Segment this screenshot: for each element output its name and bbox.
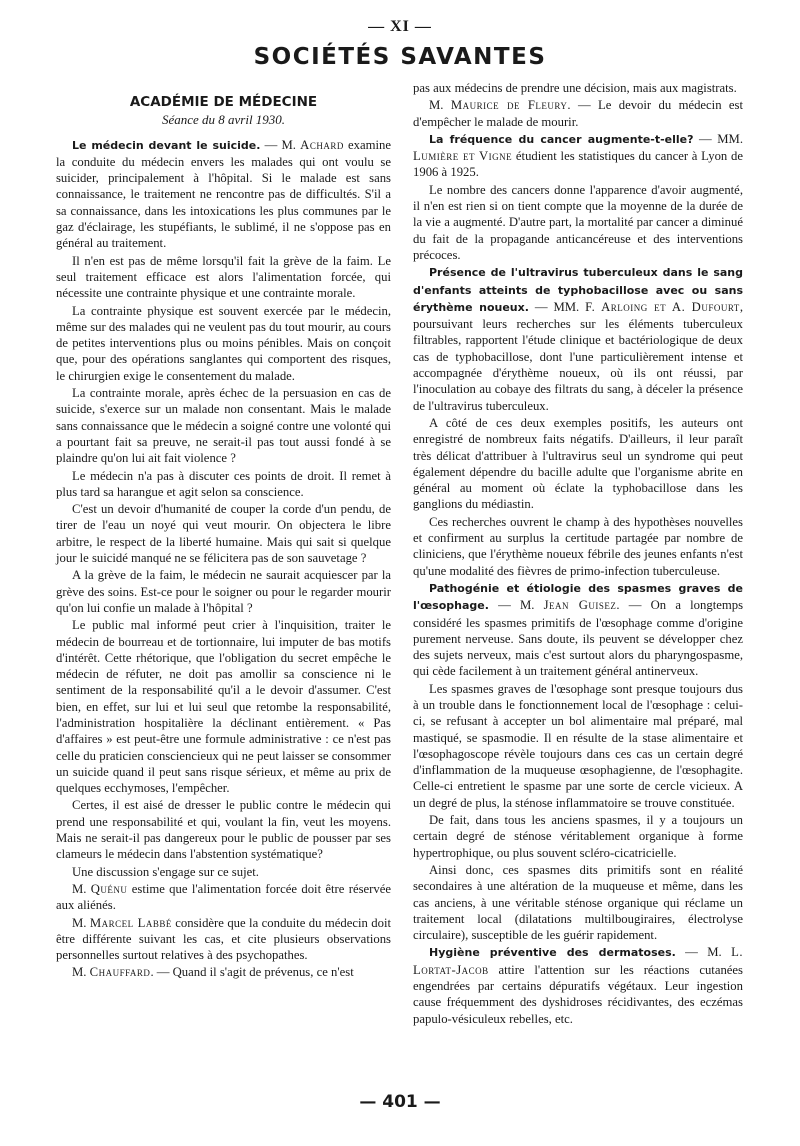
speaker-name: Jean Guisez [543,598,617,613]
topic-title: Le médecin devant le suicide. [72,138,261,152]
page-number: — 401 — [359,1092,441,1112]
paragraph: Certes, il est aisé de dresser le public contre le médecin qui prend une responsabilité et qui, voulant la fin, veut les moyens. Mais ne serait-il pas dangereux pour le public de pousser par ses clameurs le médecin dans l'abstention systématique? [56,798,391,862]
paragraph: C'est un devoir d'humanité de couper la corde d'un pendu, de tirer de l'eau un noyé qui veut mourir. On objectera le libre arbitre, le respect de la liberté humaine. Mais qui sait si quelque jour le suicidé manqué ne se félicitera pas de son sauvetage ? [56,502,391,566]
paragraph: Ainsi donc, ces spasmes dits primitifs sont en réalité secondaires à une altération de la muqueuse et même, dans les cas anciens, à une véritable sténose organique qui réclame un traitement local (dilatations multilbougiraires, électrolyse circulaire), susceptible de les guérir rapidement. [413,862,743,943]
paragraph: Le médecin devant le suicide. — M. Achard examine la conduite du médecin envers les malades qui ont voulu se suicider, principalement à l'hôpital. Si le malade est sans connaissance, le traitement ne rencontre pas de difficultés. S'il a sa connaissance, dans les intoxications les plus communes par le gaz d'éclairage, les stupéfiants, le sublimé, il ne s'oppose pas en général au traitement. [56,137,392,251]
paragraph: Le nombre des cancers donne l'apparence d'avoir augmenté, il n'en est rien si on tient compte que la moyenne de la durée de la vie a augmenté. D'autre part, la mortalité par cancer a diminué du fait de la propagande anticancéreuse et des interventions précoces. [413,182,743,262]
paragraph: A la grève de la faim, le médecin ne saurait acquiescer par la grève des soins. Est-ce pour le soigner ou pour le regarder mourir qu'on lui confie un malade à l'hôpital ? [56,568,391,615]
speaker-name: Maurice de Fleury [450,98,568,113]
paragraph: La fréquence du cancer augmente-t-elle? — MM. Lumière et Vigne étudient les statistiques du cancer à Lyon de 1906 à 1925. [413,131,743,180]
paragraph: Une discussion s'engage sur ce sujet. [72,864,259,879]
speaker-name: F. Arloing et A. Dufourt [585,299,740,314]
right-column [413,80,743,1027]
paragraph: Le médecin n'a pas à discuter ces points de droit. Il remet à plus tard sa harangue et agit selon sa conscience. [56,468,391,499]
paragraph: La contrainte physique est souvent exercée par le médecin, même sur des malades qui ne veulent pas du tout mourir, au cours de petites interventions plus ou moins pénibles. Mais on conçoit que, pour des opérations sanglantes qui comportent des risques, le chirurgien exige le consentement du malade. [56,303,391,383]
paragraph: M. Chauffard. — Quand il s'agit de prévenus, ce n'est [72,965,354,980]
paragraph: Ces recherches ouvrent le champ à des hypothèses nouvelles et confirment au surplus la certitude partagée par nombre de cliniciens, que l'érythème noueux fébrile des jeunes enfants n'est qu'une modalité des fièvres de primo-infection tuberculeuse. [413,514,743,578]
paragraph: M. Marcel Labbé considère que la conduite du médecin doit être différente suivant les cas, et cite plusieurs observations personnelles surtout relatives à des psychopathes. [56,915,392,963]
paragraph: Pathogénie et étiologie des spasmes graves de l'œsophage. — M. Jean Guisez. — On a longtemps considéré les spasmes primitifs de l'œsophage comme d'origine purement nerveuse. Sans doute, ils peuvent se développer chez des sujets nerveux, mais c'est surtout alors du pharyngospasme, qui cède facilement à un traitement général antinerveux. [413,581,744,679]
paragraph: M. Maurice de Fleury. — Le devoir du médecin est d'empêcher le malade de mourir. [413,98,744,129]
academy-title: ACADÉMIE DE MÉDECINE [129,94,318,110]
paragraph: Hygiène préventive des dermatoses. — M. L. Lortat-Jacob attire l'attention sur les réactions cutanées engendrées par certains dépuratifs végétaux. Leur ingestion cause fréquemment des dyshidroses récidivantes, des eczémas papulo-vésiculeux rebelles, etc. [413,945,743,1026]
speaker-name: Achard [300,137,344,152]
speaker-name: Quénu [90,881,128,896]
speaker-name: Chauffard [89,965,151,980]
topic-title: La fréquence du cancer augmente-t-elle? [429,132,694,146]
paragraph: Présence de l'ultravirus tuberculeux dans le sang d'enfants atteints de typhobacillose avec ou sans érythème noueux. — MM. F. Arloing et A. Dufourt, poursuivant leurs recherches sur les éléments tuberculeux filtrables, rapportent l'étude clinique et bactériologique de deux cas de typhobacillose, dont l'une particulièrement intense et accompagnée d'érythème noueux, où ils ont réussi, par l'inoculation au cobaye des filtrats du sang, à déceler la présence de l'ultravirus tuberculeux. [413,266,743,413]
paragraph: De fait, dans tous les anciens spasmes, il y a toujours un certain degré de sténose véritablement organique à forme hypertrophique, ou plus souvent scléro-cicatricielle. [413,813,743,860]
section-title: SOCIÉTÉS SAVANTES [253,44,547,70]
left-column [56,80,391,981]
topic-title: Hygiène préventive des dermatoses. [429,946,676,960]
paragraph: Il n'en est pas de même lorsqu'il fait la grève de la faim. Le seul traitement efficace est alors l'alimentation forcée, qui nécessite une contrainte physique et une contrainte morale. [56,253,391,301]
speaker-name: L. Lortat-Jacob [413,945,743,977]
topic-title: Pathogénie et étiologie des spasmes graves de l'œsophage. [413,581,743,613]
speaker-name: Marcel Labbé [89,915,172,930]
paragraph: M. Quénu estime que l'alimentation forcée doit être réservée aux aliénés. [56,881,391,913]
speaker-name: Lumière et Vigne [413,149,513,164]
paragraph: La contrainte morale, après échec de la persuasion en cas de suicide, s'exerce sur un malade non consentant. Mais le malade sans connaissance que le médecin a soigné contre une volonté qui a pourtant fait sa preuve, ne serait-il pas tout aussi fondé à se plaindre qu'on lui ait fait violence ? [56,386,391,466]
topic-title: Présence de l'ultravirus tuberculeux dans le sang d'enfants atteints de typhobacillose avec ou sans érythème noueux. [413,266,743,314]
paragraph: Les spasmes graves de l'œsophage sont presque toujours dus à un trouble dans le fonctionnement local de l'œsophage : celui-ci, se refusant à accepter un bol alimentaire mal préparé, mal mastiqué, se spasmodie. Il en résulte de la stase alimentaire et l'œsophagoscope révèle toujours dans ces cas un certain degré d'inflammation de la muqueuse œsophagienne, de l'œsophagite. Celle-ci entretient le spasme par une sorte de cercle vicieux. A un degré de plus, la sténose inflammatoire se trouve constituée. [413,681,743,810]
page-roman-numeral: — XI — [368,18,432,35]
paragraph: pas aux médecins de prendre une décision, mais aux magistrats. [413,81,737,95]
paragraph: Le public mal informé peut crier à l'inquisition, traiter le médecin de bourreau et de tortionnaire, lui imputer de bas motifs d'intérêt. Cette rhétorique, que l'obligation du secret empêche le médecin de réfuter, ne doit pas amollir sa conscience ni le sentiment de la responsabilité qu'il a le devoir d'assumer. C'est bien, en effet, sur lui et lui seul que retombe la responsabilité, l'administration hospitalière la déclinant entièrement. « Pas d'affaires » est peut-être une formule administrative : ce n'est pas celle du praticien consciencieux qui ne peut laisser se consommer un suicide quand il peut sans risque sérieux, et même au prix de quelques ecchymoses, l'empêcher. [56,618,391,796]
paragraph: A côté de ces deux exemples positifs, les auteurs ont enregistré de nombreux faits négatifs. D'ailleurs, il leur paraît très délicat d'attribuer à l'ultravirus seul un syndrome qui peut également dépendre du bacille adulte que l'organisme abrite en général au moment où éclate la typhobacillose dans les ganglions du médiastin. [413,415,743,512]
session-date: Séance du 8 avril 1930. [161,112,286,128]
